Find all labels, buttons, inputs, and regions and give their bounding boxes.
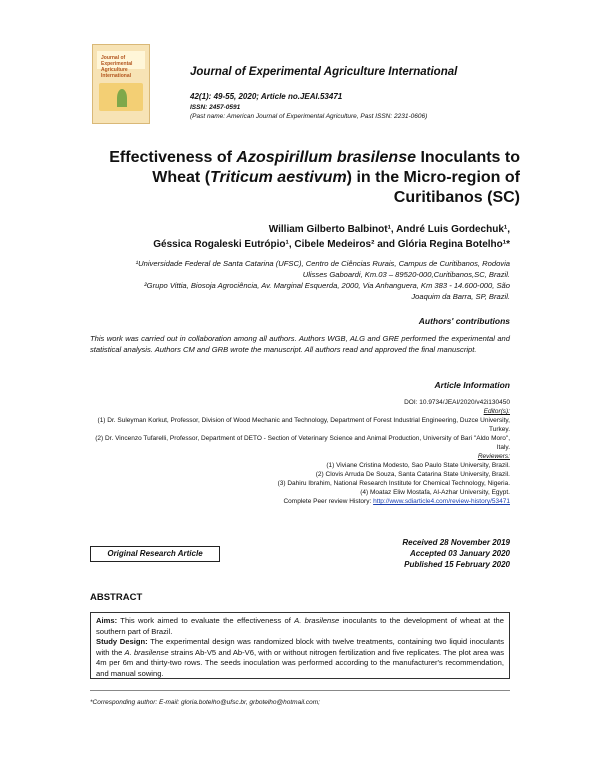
- abstract-design: [96, 637, 504, 679]
- aims-species: A. brasilense: [294, 616, 340, 625]
- review-history-label: Complete Peer review History:: [283, 498, 374, 505]
- affiliation-1: ¹Universidade Federal de Santa Catarina (UFSC), Centro de Ciências Rurais, Campus de Curitibanos, Rodovia Ulisses Gaboardi, Km.03 – 89520-000,Curitibanos,SC, Brazil.: [135, 259, 510, 279]
- review-history: [90, 497, 510, 506]
- journal-past-name: (Past name: American Journal of Experimental Agriculture, Past ISSN: 2231-0606): [190, 113, 428, 120]
- aims-text: This work aimed to evaluate the effectiveness of: [117, 616, 295, 625]
- contributions-text: This work was carried out in collaboration among all authors. Authors WGB, ALG and GRE performed the experimental and statistical analysis. Authors CM and GRB wrote the manuscript. All authors read and approved the final manuscript.: [90, 334, 510, 354]
- journal-cover-image: [92, 44, 150, 124]
- reviewer-2: (2) Clovis Arruda De Souza, Santa Catarina State University, Brazil.: [315, 471, 510, 478]
- date-accepted: Accepted 03 January 2020: [409, 549, 510, 558]
- abstract-box: [90, 612, 510, 679]
- editor-2: (2) Dr. Vincenzo Tufarelli, Professor, Department of DETO - Section of Veterinary Science and Animal Production, University of Bari "Aldo Moro", Italy.: [95, 435, 510, 451]
- design-text: strains Ab-V5 and Ab-V6, with or without nitrogen fertilization and five replicates. The plot area was 4m per 6m and thirty-two rows. The seeds inoculation was performed according to the manufacturer's recommendation, and manual sowing.: [96, 647, 504, 678]
- aims-label: Aims:: [96, 616, 118, 625]
- contributions-heading: Authors' contributions: [418, 316, 510, 326]
- cover-plant-icon: [117, 89, 127, 107]
- corresponding-author-footnote: *Corresponding author: E-mail: gloria.botelho@ufsc.br, grbotelho@hotmail.com;: [90, 699, 320, 706]
- reviewer-1: (1) Viviane Cristina Modesto, Sao Paulo State University, Brazil.: [326, 462, 510, 469]
- author-list: [80, 222, 510, 252]
- editor-1: (1) Dr. Suleyman Korkut, Professor, Division of Wood Mechanic and Technology, Department of Forest Industrial Engineering, Duzce University, Turkey.: [97, 417, 510, 433]
- reviewer-3: (3) Dahiru Ibrahim, National Research Institute for Chemical Technology, Nigeria.: [277, 480, 510, 487]
- title-species: Azospirillum brasilense: [236, 149, 416, 166]
- authors-line-1: William Gilberto Balbinot¹, André Luis Gordechuk¹,: [268, 224, 510, 235]
- abstract-aims: [96, 616, 504, 637]
- journal-citation: 42(1): 49-55, 2020; Article no.JEAI.53471: [190, 92, 343, 101]
- article-info: [90, 398, 510, 506]
- authors-line-2: Géssica Rogaleski Eutrópio¹, Cibele Medeiros² and Glória Regina Botelho¹*: [153, 239, 510, 250]
- design-label: Study Design:: [96, 637, 148, 646]
- date-published: Published 15 February 2020: [404, 560, 510, 569]
- reviewer-4: (4) Moataz Eliw Mostafa, Al-Azhar University, Egypt.: [360, 489, 510, 496]
- aims-text: inoculants to the development of wheat at the southern part of Brazil.: [96, 616, 504, 636]
- title-species: Triticum aestivum: [210, 169, 347, 186]
- review-history-link[interactable]: http://www.sdiarticle4.com/review-history/53471: [373, 498, 510, 505]
- cover-title: Journal of Experimental Agriculture International: [101, 55, 133, 79]
- journal-name: Journal of Experimental Agriculture International: [190, 66, 458, 78]
- publication-dates: [300, 537, 510, 570]
- editors-label: Editor(s):: [483, 408, 510, 415]
- design-text: The experimental design was randomized block with twelve treatments, containing two liquid inoculants with the: [96, 637, 504, 657]
- title-text: ) in the Micro-region of Curitibanos (SC): [346, 169, 520, 206]
- affiliation-2: ²Grupo Vittia, Biosoja Agrociência, Av. Marginal Esquerda, 2000, Via Anhanguera, Km 383 - 14.600-000, São Joaquim da Barra, SP, Brazil.: [144, 281, 510, 301]
- paper-title: [80, 148, 520, 208]
- reviewers-label: Reviewers:: [477, 453, 510, 460]
- title-text: Inoculants to Wheat (: [152, 149, 520, 186]
- design-species: A. brasilense: [124, 647, 169, 657]
- affiliations: [120, 258, 510, 302]
- title-text: Effectiveness of: [109, 149, 237, 166]
- article-type-badge: Original Research Article: [90, 546, 220, 562]
- article-info-heading: Article Information: [434, 380, 510, 390]
- journal-issn: ISSN: 2457-0591: [190, 104, 241, 111]
- date-received: Received 28 November 2019: [402, 538, 510, 547]
- doi: DOI: 10.9734/JEAI/2020/v42i130450: [404, 399, 510, 406]
- abstract-heading: ABSTRACT: [90, 592, 143, 603]
- footnote-divider: [90, 690, 510, 691]
